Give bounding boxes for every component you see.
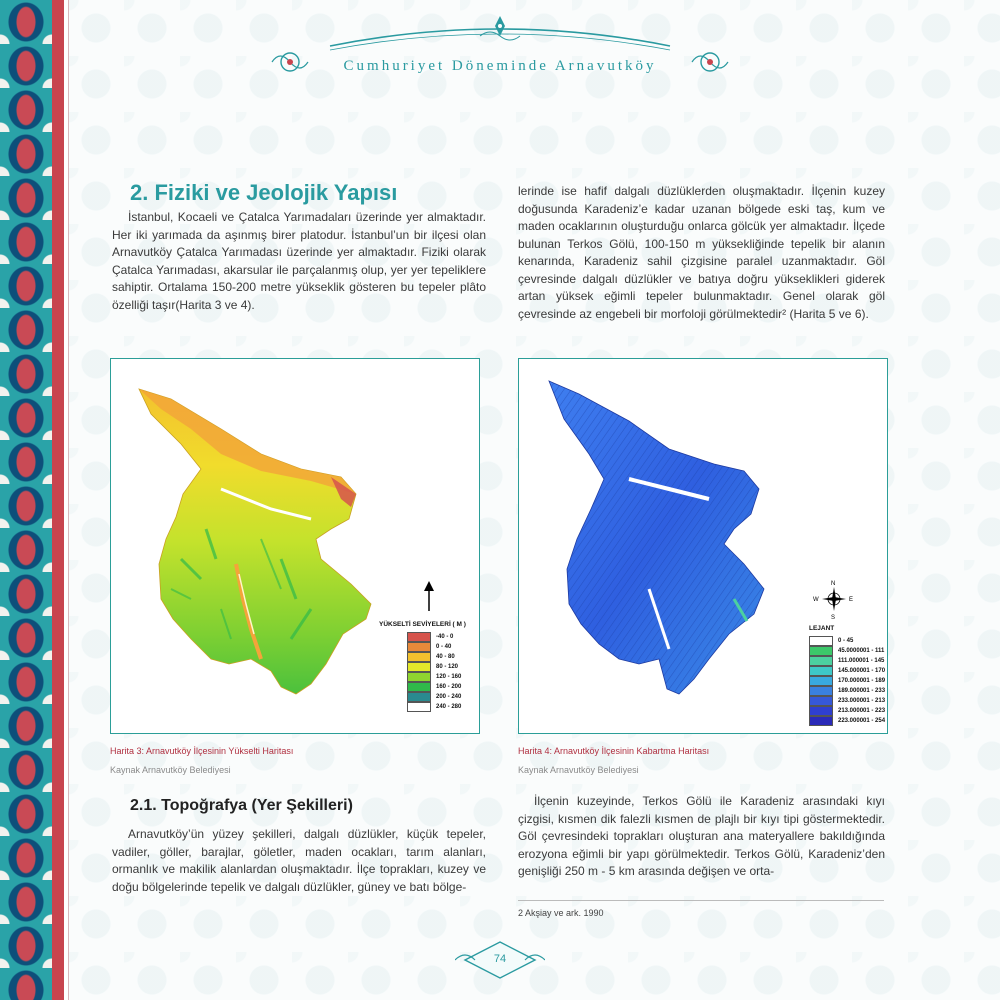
elevation-legend-row <box>407 652 466 662</box>
elevation-legend-label: 0 - 40 <box>436 644 452 650</box>
page-header <box>270 16 730 86</box>
header-ornament <box>270 16 730 86</box>
elevation-legend-label: 160 - 200 <box>436 684 462 690</box>
relief-legend-swatch <box>809 666 833 676</box>
relief-legend-label: 189.000001 - 233 <box>838 688 886 694</box>
footnote: 2 Akşiay ve ark. 1990 <box>518 908 604 918</box>
elevation-legend-swatch <box>407 642 431 652</box>
elevation-legend-row <box>407 702 466 712</box>
relief-legend-row <box>809 706 885 716</box>
relief-legend-swatch <box>809 716 833 726</box>
relief-legend-label: 145.000001 - 170 <box>838 668 886 674</box>
relief-legend-swatch <box>809 656 833 666</box>
compass-rose-icon <box>813 581 853 621</box>
elevation-legend-row <box>407 642 466 652</box>
compass-n-label: N <box>831 581 836 587</box>
subsection-paragraph-right: İlçenin kuzeyinde, Terkos Gölü ile Karadeniz arasındaki kıyı çizgisi, kısmen dik falezli kısmen de plajlı bir kıyı tipi göstermektedir. Göl çevresindeki toprakları oluşturan ana materyallere bakıldığında erozyona eğimli bir yapı görülmektedir. Terkos Gölü, Karadeniz’den genişliği 250 m - 5 km arasında değişen ve orta- <box>518 794 885 878</box>
relief-map-figure <box>518 358 888 734</box>
subsection-paragraph-left: Arnavutköy’ün yüzey şekilleri, dalgalı düzlükler, küçük tepeler, vadiler, göller, barajlar, göletler, maden ocakları, tarım alanları, ormanlık ve makilik alanlardan oluşmaktadır. İlçe toprakları, kuzey ve doğu bölgelerinde tepelik ve dalgalı düzlükler, güney ve batı bölge- <box>112 827 486 894</box>
elevation-legend-swatch <box>407 672 431 682</box>
relief-legend-swatch <box>809 686 833 696</box>
elevation-legend-label: 120 - 160 <box>436 674 462 680</box>
relief-legend-swatch <box>809 706 833 716</box>
relief-legend-row <box>809 716 885 726</box>
relief-legend-label: 213.000001 - 223 <box>838 708 886 714</box>
relief-legend-swatch <box>809 646 833 656</box>
elevation-legend-swatch <box>407 662 431 672</box>
relief-legend-label: 0 - 45 <box>838 638 854 644</box>
section-paragraph-right: lerinde ise hafif dalgalı düzlüklerden oluşmaktadır. İlçenin kuzey doğusunda Karadeniz’e kadar uzanan bölgede eski taş, kum ve maden ocaklarının oluşturduğu onlarca gölcük yer almaktadır. İlçede bulunan Terkos Gölü, 100-150 m yüksekliğinde tepelik bir alanın kenarında, Karadeniz sahil çizgisine paralel uzanmaktadır. Göl çevresinde dalgalı düzlükler ve batıya doğru yükseklikleri giderek artan yüksek eğimli tepeler bulunmaktadır. Genel olarak göl çevresinde az engebeli bir morfoloji görülmektedir² (Harita 5 ve 6). <box>518 184 885 321</box>
border-red-stripe <box>52 0 64 1000</box>
elevation-legend-row <box>407 662 466 672</box>
relief-map-caption: Harita 4: Arnavutköy İlçesinin Kabartma Haritası <box>518 746 710 756</box>
elevation-map-source: Kaynak Arnavutköy Belediyesi <box>110 765 231 775</box>
subsection-title: 2.1. Topoğrafya (Yer Şekilleri) <box>130 797 353 814</box>
relief-legend-row <box>809 686 885 696</box>
relief-legend-row <box>809 676 885 686</box>
elevation-legend-row <box>407 632 466 642</box>
elevation-map-figure <box>110 358 480 734</box>
relief-legend-row <box>809 646 885 656</box>
page-number: 74 <box>493 953 507 965</box>
elevation-legend-row <box>407 682 466 692</box>
relief-legend-row <box>809 696 885 706</box>
footnote-divider <box>518 900 884 901</box>
relief-legend-swatch <box>809 636 833 646</box>
section-title: 2. Fiziki ve Jeolojik Yapısı <box>130 180 398 205</box>
relief-legend-label: 45.0000001 - 111 <box>838 648 885 654</box>
compass-s-label: S <box>831 615 836 621</box>
elevation-legend-swatch <box>407 692 431 702</box>
relief-legend-row <box>809 656 885 666</box>
elevation-legend <box>379 621 466 712</box>
relief-legend-label: 170.000001 - 189 <box>838 678 886 684</box>
border-white-stripe <box>64 0 69 1000</box>
elevation-legend-label: 40 - 80 <box>436 654 455 660</box>
elevation-legend-label: -40 - 0 <box>436 634 454 640</box>
elevation-legend-label: 80 - 120 <box>436 664 459 670</box>
compass-e-label: E <box>849 597 854 603</box>
elevation-legend-title: YÜKSELTİ SEVİYELERİ ( M ) <box>379 621 466 628</box>
running-header-title: Cumhuriyet Döneminde Arnavutköy <box>343 58 657 74</box>
elevation-legend-label: 240 - 280 <box>436 704 462 710</box>
relief-legend-swatch <box>809 676 833 686</box>
relief-legend-swatch <box>809 696 833 706</box>
elevation-legend-swatch <box>407 702 431 712</box>
relief-legend-label: 233.000001 - 213 <box>838 698 886 704</box>
page-number-ornament <box>455 940 545 980</box>
relief-map-source: Kaynak Arnavutköy Belediyesi <box>518 765 639 775</box>
elevation-legend-swatch <box>407 632 431 642</box>
elevation-legend-label: 200 - 240 <box>436 694 462 700</box>
north-arrow-icon <box>424 581 434 611</box>
compass-w-label: W <box>813 597 819 603</box>
relief-legend-label: 223.000001 - 254 <box>838 718 886 724</box>
relief-legend-row <box>809 636 885 646</box>
elevation-legend-row <box>407 692 466 702</box>
elevation-map-caption: Harita 3: Arnavutköy İlçesinin Yükselti Haritası <box>110 746 294 756</box>
decorative-tile-border <box>0 0 52 1000</box>
relief-legend-label: 111.000001 - 145 <box>838 658 885 664</box>
relief-legend <box>809 625 885 726</box>
elevation-legend-row <box>407 672 466 682</box>
relief-legend-row <box>809 666 885 676</box>
relief-legend-title: LEJANT <box>809 625 835 632</box>
elevation-legend-swatch <box>407 652 431 662</box>
section-paragraph-left: İstanbul, Kocaeli ve Çatalca Yarımadaları üzerinde yer almaktadır. Her iki yarımada da aşınmış birer platodur. İstanbul’un bir ilçesi olan Arnavutköy Çatalca Yarımadası üzerinde yer almaktadır. Fiziki olarak Çatalca Yarımadası, akarsular ile parçalanmış olup, yer yer tepeliklere sahiptir. Ortalama 150-200 metre yükseklik gösteren bu tepeler plâto özelliği taşır(Harita 3 ve 4). <box>112 210 486 312</box>
elevation-legend-swatch <box>407 682 431 692</box>
